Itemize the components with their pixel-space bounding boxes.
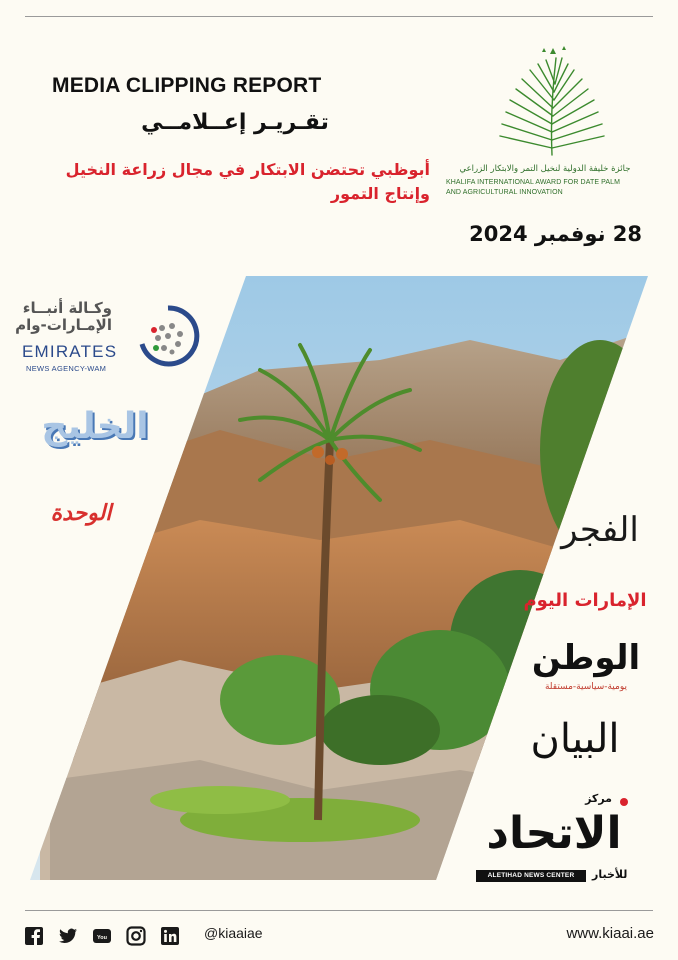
wam-logo [15,299,198,380]
report-date: 28 نوفمبر 2024 [469,222,642,246]
instagram-icon[interactable] [126,926,146,946]
wam-subtitle: NEWS AGENCY-WAM [26,364,107,373]
red-dot-icon [620,798,628,806]
linkedin-icon[interactable] [160,926,180,946]
award-name-en-line2: AND AGRICULTURAL INNOVATION [446,189,563,196]
report-title-en: MEDIA CLIPPING REPORT [52,74,322,97]
award-name-en-line1: KHALIFA INTERNATIONAL AWARD FOR DATE PALM [446,179,621,186]
svg-text:You: You [97,935,107,941]
website-link[interactable]: www.kiaai.ae [566,925,654,942]
wam-name-ar: وكـالة أنبــاء الإمـارات-وام [15,299,112,334]
award-name-ar: جائزة خليفة الدولية لنخيل التمر والابتكار الزراعي [459,164,631,174]
ittihad-bar: ALETIHAD NEWS CENTER [476,870,586,882]
al-watan-logo [522,638,650,698]
social-icons [24,924,180,948]
twitter-icon[interactable] [58,926,78,946]
bottom-divider [25,910,653,911]
al-wahda-logo: الوحدة [50,500,112,526]
al-fajr-logo: الفجر [561,510,639,550]
youtube-icon[interactable] [92,926,112,946]
al-bayan-logo: البيان [530,716,620,762]
ittihad-akhbar: للأخبار [592,868,628,881]
wam-globe-icon [136,304,200,368]
social-handle[interactable]: @kiaaiae [204,925,263,941]
al-khaleej-logo: الخليج [41,406,149,447]
wam-name-en: EMIRATES [22,342,118,361]
ittihad-name: الاتحاد [486,808,622,859]
report-title-ar: تقـريـر إعــلامــي [141,110,329,135]
ittihad-markaz: مركز [585,792,612,805]
headline: أبوظبي تحتضن الابتكار في مجال زراعة النخيل وإنتاج التمور [65,160,430,203]
al-watan-name: الوطن [531,638,641,678]
al-watan-subtitle: يومية-سياسية-مستقلة [544,682,627,692]
al-ittihad-logo [476,792,656,892]
facebook-icon[interactable] [24,926,44,946]
emarat-alyoum-logo: الإمارات اليوم [523,590,647,611]
